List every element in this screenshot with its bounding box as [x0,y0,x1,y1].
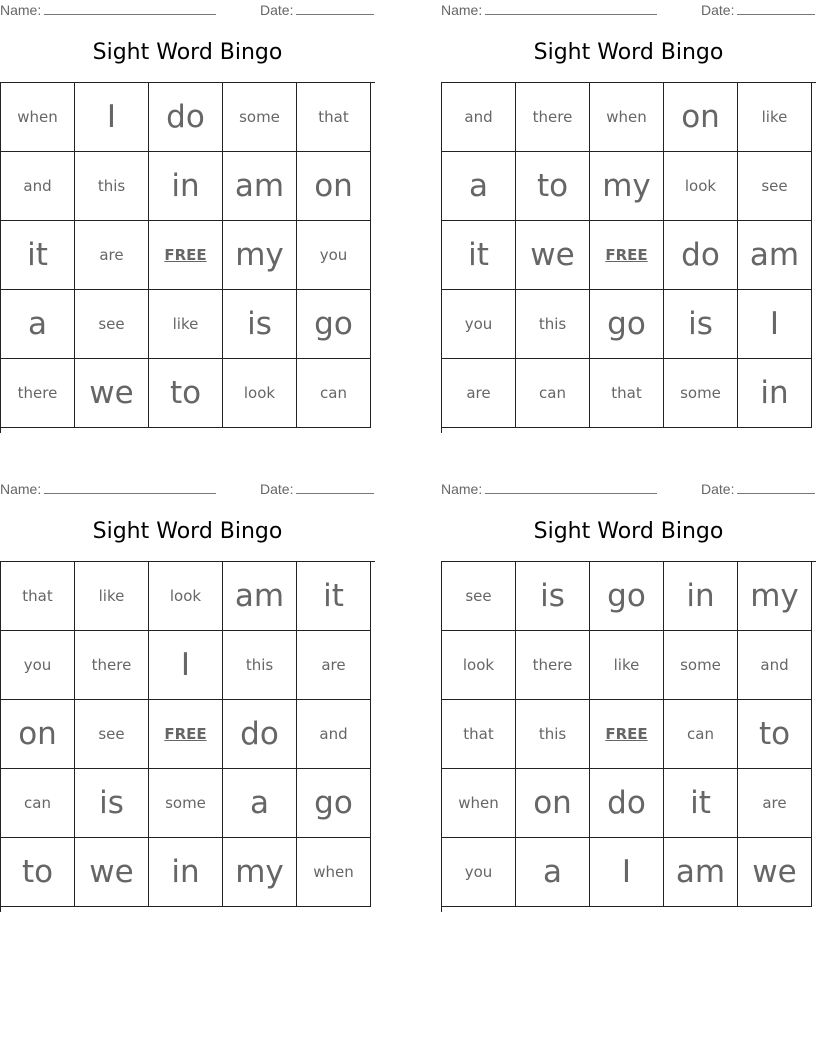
word-cell: am [223,152,297,221]
date-blank-line [296,481,374,494]
bingo-grid [0,82,375,433]
word-cell: go [297,290,371,359]
date-blank-line [737,2,815,15]
word-cell: see [75,700,149,769]
word-cell: like [149,290,223,359]
word-cell: see [75,290,149,359]
word-cell: look [149,562,223,631]
word-cell: is [516,562,590,631]
word-cell: we [738,838,812,907]
date-blank-line [737,481,815,494]
card-header [441,481,816,499]
word-cell: am [738,221,812,290]
word-cell: look [223,359,297,428]
word-cell: some [149,769,223,838]
date-blank-line [296,2,374,15]
word-cell: you [297,221,371,290]
word-cell: some [223,83,297,152]
word-cell: and [1,152,75,221]
word-cell: are [442,359,516,428]
date-label: Date: [260,481,294,497]
word-cell: my [223,221,297,290]
word-cell: like [590,631,664,700]
word-cell: when [297,838,371,907]
card-title: Sight Word Bingo [92,40,283,65]
bingo-grid [441,561,816,912]
word-cell: on [664,83,738,152]
word-cell: do [664,221,738,290]
name-label: Name: [0,481,42,497]
word-cell: and [297,700,371,769]
card-header [0,481,375,499]
word-cell: I [75,83,149,152]
word-cell: and [442,83,516,152]
word-cell: a [1,290,75,359]
word-cell: can [1,769,75,838]
word-cell: we [75,838,149,907]
word-cell: when [1,83,75,152]
word-cell: this [516,290,590,359]
word-cell: you [442,838,516,907]
word-cell: go [590,562,664,631]
word-cell: see [738,152,812,221]
word-cell: I [590,838,664,907]
name-blank-line [485,2,657,15]
name-blank-line [44,481,216,494]
word-cell: that [297,83,371,152]
word-cell: I [738,290,812,359]
word-cell: to [738,700,812,769]
word-cell: that [442,700,516,769]
word-cell: to [149,359,223,428]
name-field [441,2,657,18]
word-cell: is [75,769,149,838]
word-cell: to [1,838,75,907]
word-cell: like [738,83,812,152]
word-cell: when [442,769,516,838]
word-cell: am [223,562,297,631]
word-cell: are [297,631,371,700]
word-cell: like [75,562,149,631]
bingo-card-3 [0,479,375,911]
word-cell: my [738,562,812,631]
word-cell: look [664,152,738,221]
word-cell: there [1,359,75,428]
word-cell: a [442,152,516,221]
card-title: Sight Word Bingo [533,40,724,65]
free-space-cell: FREE [590,700,664,769]
free-space-cell: FREE [149,221,223,290]
word-cell: are [75,221,149,290]
name-label: Name: [441,481,483,497]
date-field [260,481,374,497]
word-cell: we [75,359,149,428]
word-cell: that [1,562,75,631]
word-cell: do [590,769,664,838]
date-label: Date: [701,2,735,18]
word-cell: some [664,631,738,700]
card-header [441,2,816,20]
name-label: Name: [441,2,483,18]
bingo-card-4 [441,479,816,911]
bingo-grid [0,561,375,912]
word-cell: a [516,838,590,907]
bingo-grid [441,82,816,433]
word-cell: it [664,769,738,838]
word-cell: can [516,359,590,428]
name-label: Name: [0,2,42,18]
word-cell: I [149,631,223,700]
date-field [260,2,374,18]
name-field [0,481,216,497]
bingo-card-2 [441,0,816,432]
word-cell: there [516,631,590,700]
name-blank-line [485,481,657,494]
word-cell: go [590,290,664,359]
name-field [0,2,216,18]
card-title: Sight Word Bingo [92,519,283,544]
word-cell: it [1,221,75,290]
word-cell: on [516,769,590,838]
word-cell: is [664,290,738,359]
word-cell: this [516,700,590,769]
word-cell: this [75,152,149,221]
name-blank-line [44,2,216,15]
free-space-cell: FREE [590,221,664,290]
word-cell: can [664,700,738,769]
word-cell: a [223,769,297,838]
word-cell: on [297,152,371,221]
word-cell: there [516,83,590,152]
word-cell: we [516,221,590,290]
word-cell: to [516,152,590,221]
word-cell: you [442,290,516,359]
card-header [0,2,375,20]
word-cell: are [738,769,812,838]
word-cell: my [223,838,297,907]
name-field [441,481,657,497]
word-cell: can [297,359,371,428]
word-cell: see [442,562,516,631]
word-cell: you [1,631,75,700]
word-cell: am [664,838,738,907]
word-cell: in [149,838,223,907]
date-field [701,2,815,18]
word-cell: some [664,359,738,428]
word-cell: that [590,359,664,428]
word-cell: it [297,562,371,631]
date-label: Date: [260,2,294,18]
word-cell: my [590,152,664,221]
word-cell: in [738,359,812,428]
word-cell: on [1,700,75,769]
word-cell: when [590,83,664,152]
word-cell: there [75,631,149,700]
word-cell: do [149,83,223,152]
word-cell: and [738,631,812,700]
word-cell: in [664,562,738,631]
bingo-card-1 [0,0,375,432]
word-cell: look [442,631,516,700]
word-cell: it [442,221,516,290]
date-field [701,481,815,497]
free-space-cell: FREE [149,700,223,769]
word-cell: do [223,700,297,769]
word-cell: go [297,769,371,838]
word-cell: is [223,290,297,359]
card-title: Sight Word Bingo [533,519,724,544]
date-label: Date: [701,481,735,497]
word-cell: this [223,631,297,700]
word-cell: in [149,152,223,221]
